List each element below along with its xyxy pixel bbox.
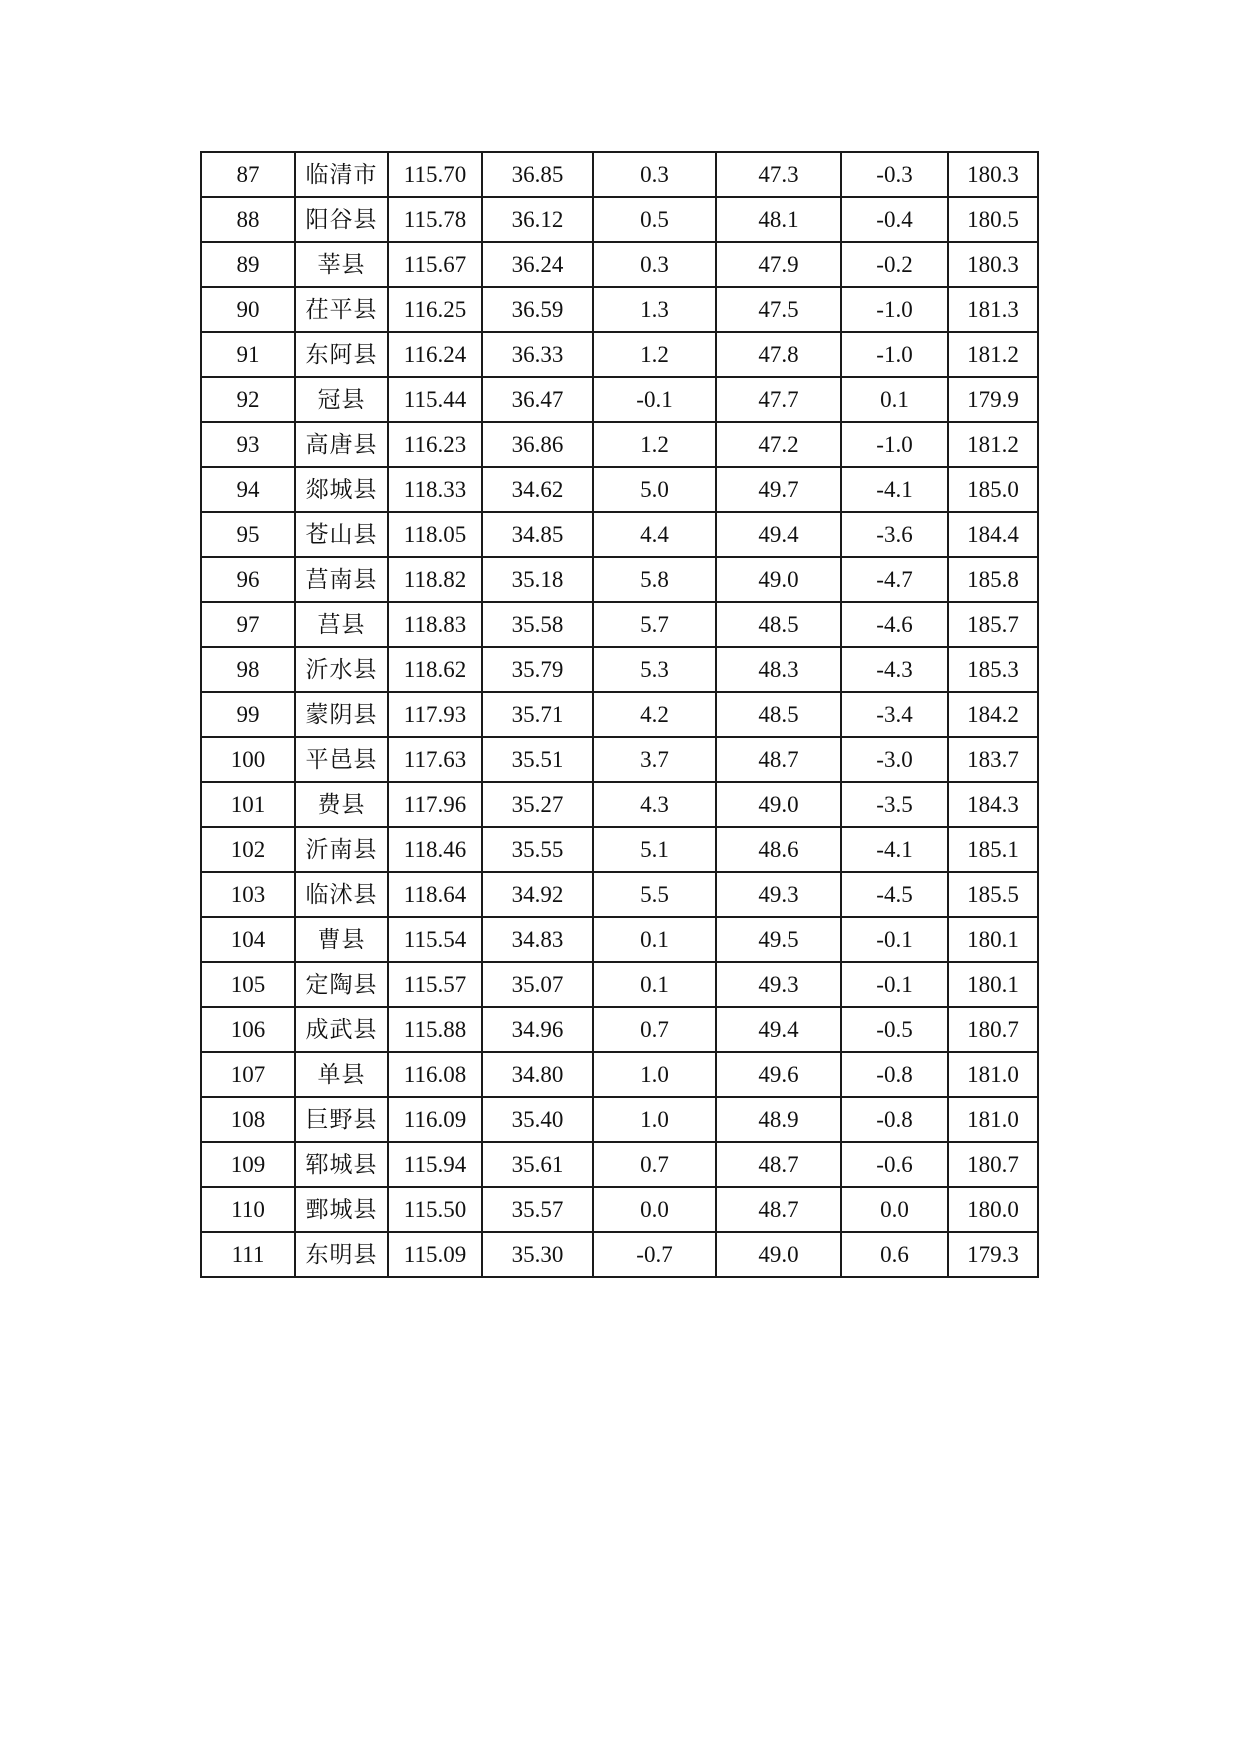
value-3-cell: -3.6 bbox=[841, 512, 948, 557]
value-1-cell: 3.7 bbox=[593, 737, 716, 782]
value-3-cell: -3.4 bbox=[841, 692, 948, 737]
county-name-cell: 沂南县 bbox=[295, 827, 388, 872]
value-1-cell: -0.7 bbox=[593, 1232, 716, 1277]
table-row bbox=[201, 602, 1038, 647]
value-2-cell: 48.5 bbox=[716, 692, 841, 737]
row-number-cell: 102 bbox=[201, 827, 295, 872]
value-4-cell: 184.2 bbox=[948, 692, 1038, 737]
value-3-cell: -0.1 bbox=[841, 962, 948, 1007]
value-4-cell: 185.0 bbox=[948, 467, 1038, 512]
table-row bbox=[201, 782, 1038, 827]
longitude-cell: 115.94 bbox=[388, 1142, 482, 1187]
longitude-cell: 117.93 bbox=[388, 692, 482, 737]
table-row bbox=[201, 512, 1038, 557]
value-4-cell: 181.3 bbox=[948, 287, 1038, 332]
latitude-cell: 35.79 bbox=[482, 647, 593, 692]
value-2-cell: 49.0 bbox=[716, 782, 841, 827]
row-number-cell: 94 bbox=[201, 467, 295, 512]
county-name-cell: 郓城县 bbox=[295, 1142, 388, 1187]
value-2-cell: 48.3 bbox=[716, 647, 841, 692]
value-1-cell: 0.1 bbox=[593, 917, 716, 962]
table-row bbox=[201, 377, 1038, 422]
table-row bbox=[201, 737, 1038, 782]
row-number-cell: 106 bbox=[201, 1007, 295, 1052]
value-4-cell: 185.7 bbox=[948, 602, 1038, 647]
value-2-cell: 49.7 bbox=[716, 467, 841, 512]
value-4-cell: 180.1 bbox=[948, 917, 1038, 962]
row-number-cell: 110 bbox=[201, 1187, 295, 1232]
table-row bbox=[201, 287, 1038, 332]
county-name-cell: 郯城县 bbox=[295, 467, 388, 512]
longitude-cell: 116.23 bbox=[388, 422, 482, 467]
latitude-cell: 35.30 bbox=[482, 1232, 593, 1277]
value-2-cell: 48.7 bbox=[716, 1187, 841, 1232]
latitude-cell: 35.18 bbox=[482, 557, 593, 602]
value-2-cell: 49.4 bbox=[716, 512, 841, 557]
row-number-cell: 109 bbox=[201, 1142, 295, 1187]
county-name-cell: 临清市 bbox=[295, 152, 388, 197]
value-3-cell: -0.4 bbox=[841, 197, 948, 242]
longitude-cell: 115.78 bbox=[388, 197, 482, 242]
longitude-cell: 117.63 bbox=[388, 737, 482, 782]
value-1-cell: 5.8 bbox=[593, 557, 716, 602]
latitude-cell: 35.61 bbox=[482, 1142, 593, 1187]
latitude-cell: 35.07 bbox=[482, 962, 593, 1007]
county-name-cell: 临沭县 bbox=[295, 872, 388, 917]
table-row bbox=[201, 1007, 1038, 1052]
value-1-cell: 1.3 bbox=[593, 287, 716, 332]
latitude-cell: 36.24 bbox=[482, 242, 593, 287]
value-3-cell: -0.6 bbox=[841, 1142, 948, 1187]
table-row bbox=[201, 152, 1038, 197]
value-1-cell: 5.3 bbox=[593, 647, 716, 692]
row-number-cell: 107 bbox=[201, 1052, 295, 1097]
value-1-cell: 1.2 bbox=[593, 332, 716, 377]
longitude-cell: 115.44 bbox=[388, 377, 482, 422]
value-2-cell: 49.6 bbox=[716, 1052, 841, 1097]
row-number-cell: 97 bbox=[201, 602, 295, 647]
latitude-cell: 35.55 bbox=[482, 827, 593, 872]
table-row bbox=[201, 557, 1038, 602]
county-name-cell: 鄄城县 bbox=[295, 1187, 388, 1232]
longitude-cell: 118.62 bbox=[388, 647, 482, 692]
value-3-cell: -4.1 bbox=[841, 827, 948, 872]
value-1-cell: 5.7 bbox=[593, 602, 716, 647]
value-2-cell: 49.0 bbox=[716, 557, 841, 602]
latitude-cell: 35.57 bbox=[482, 1187, 593, 1232]
value-1-cell: 0.7 bbox=[593, 1142, 716, 1187]
longitude-cell: 115.54 bbox=[388, 917, 482, 962]
longitude-cell: 115.70 bbox=[388, 152, 482, 197]
value-2-cell: 48.9 bbox=[716, 1097, 841, 1142]
value-4-cell: 185.8 bbox=[948, 557, 1038, 602]
county-name-cell: 阳谷县 bbox=[295, 197, 388, 242]
table-row bbox=[201, 1052, 1038, 1097]
value-2-cell: 47.3 bbox=[716, 152, 841, 197]
table-row bbox=[201, 692, 1038, 737]
table-row bbox=[201, 1232, 1038, 1277]
value-3-cell: -4.5 bbox=[841, 872, 948, 917]
table-row bbox=[201, 422, 1038, 467]
county-name-cell: 苍山县 bbox=[295, 512, 388, 557]
value-3-cell: -0.5 bbox=[841, 1007, 948, 1052]
county-name-cell: 费县 bbox=[295, 782, 388, 827]
longitude-cell: 118.33 bbox=[388, 467, 482, 512]
table-row bbox=[201, 872, 1038, 917]
value-4-cell: 181.2 bbox=[948, 422, 1038, 467]
county-name-cell: 沂水县 bbox=[295, 647, 388, 692]
value-1-cell: 5.1 bbox=[593, 827, 716, 872]
table-row bbox=[201, 1187, 1038, 1232]
value-3-cell: -3.0 bbox=[841, 737, 948, 782]
value-1-cell: 0.1 bbox=[593, 962, 716, 1007]
latitude-cell: 36.86 bbox=[482, 422, 593, 467]
row-number-cell: 98 bbox=[201, 647, 295, 692]
table-row bbox=[201, 1097, 1038, 1142]
table-row bbox=[201, 962, 1038, 1007]
longitude-cell: 118.46 bbox=[388, 827, 482, 872]
value-2-cell: 49.0 bbox=[716, 1232, 841, 1277]
row-number-cell: 96 bbox=[201, 557, 295, 602]
longitude-cell: 118.05 bbox=[388, 512, 482, 557]
row-number-cell: 101 bbox=[201, 782, 295, 827]
county-name-cell: 定陶县 bbox=[295, 962, 388, 1007]
longitude-cell: 118.64 bbox=[388, 872, 482, 917]
value-3-cell: -3.5 bbox=[841, 782, 948, 827]
latitude-cell: 34.62 bbox=[482, 467, 593, 512]
row-number-cell: 105 bbox=[201, 962, 295, 1007]
county-name-cell: 巨野县 bbox=[295, 1097, 388, 1142]
longitude-cell: 115.88 bbox=[388, 1007, 482, 1052]
longitude-cell: 116.24 bbox=[388, 332, 482, 377]
value-1-cell: 1.0 bbox=[593, 1052, 716, 1097]
latitude-cell: 35.51 bbox=[482, 737, 593, 782]
county-name-cell: 蒙阴县 bbox=[295, 692, 388, 737]
value-3-cell: -0.3 bbox=[841, 152, 948, 197]
value-2-cell: 49.5 bbox=[716, 917, 841, 962]
value-1-cell: 0.0 bbox=[593, 1187, 716, 1232]
value-1-cell: 4.4 bbox=[593, 512, 716, 557]
value-2-cell: 47.9 bbox=[716, 242, 841, 287]
value-1-cell: 4.3 bbox=[593, 782, 716, 827]
longitude-cell: 115.67 bbox=[388, 242, 482, 287]
latitude-cell: 35.58 bbox=[482, 602, 593, 647]
latitude-cell: 34.80 bbox=[482, 1052, 593, 1097]
value-4-cell: 181.0 bbox=[948, 1097, 1038, 1142]
county-name-cell: 成武县 bbox=[295, 1007, 388, 1052]
longitude-cell: 116.08 bbox=[388, 1052, 482, 1097]
table-row bbox=[201, 467, 1038, 512]
row-number-cell: 104 bbox=[201, 917, 295, 962]
value-3-cell: -0.8 bbox=[841, 1052, 948, 1097]
latitude-cell: 34.96 bbox=[482, 1007, 593, 1052]
value-2-cell: 47.5 bbox=[716, 287, 841, 332]
county-name-cell: 莘县 bbox=[295, 242, 388, 287]
row-number-cell: 100 bbox=[201, 737, 295, 782]
latitude-cell: 36.85 bbox=[482, 152, 593, 197]
county-data-table bbox=[200, 151, 1039, 1278]
value-4-cell: 184.4 bbox=[948, 512, 1038, 557]
longitude-cell: 115.09 bbox=[388, 1232, 482, 1277]
value-4-cell: 180.3 bbox=[948, 242, 1038, 287]
value-3-cell: -4.6 bbox=[841, 602, 948, 647]
value-4-cell: 180.0 bbox=[948, 1187, 1038, 1232]
latitude-cell: 35.27 bbox=[482, 782, 593, 827]
row-number-cell: 89 bbox=[201, 242, 295, 287]
value-3-cell: -1.0 bbox=[841, 422, 948, 467]
value-2-cell: 47.7 bbox=[716, 377, 841, 422]
value-3-cell: -0.1 bbox=[841, 917, 948, 962]
value-1-cell: -0.1 bbox=[593, 377, 716, 422]
value-2-cell: 49.3 bbox=[716, 872, 841, 917]
county-name-cell: 莒县 bbox=[295, 602, 388, 647]
row-number-cell: 111 bbox=[201, 1232, 295, 1277]
value-4-cell: 180.5 bbox=[948, 197, 1038, 242]
row-number-cell: 88 bbox=[201, 197, 295, 242]
row-number-cell: 108 bbox=[201, 1097, 295, 1142]
value-2-cell: 48.7 bbox=[716, 737, 841, 782]
county-name-cell: 单县 bbox=[295, 1052, 388, 1097]
value-1-cell: 0.7 bbox=[593, 1007, 716, 1052]
longitude-cell: 117.96 bbox=[388, 782, 482, 827]
value-1-cell: 1.0 bbox=[593, 1097, 716, 1142]
value-3-cell: -1.0 bbox=[841, 287, 948, 332]
value-3-cell: -4.3 bbox=[841, 647, 948, 692]
row-number-cell: 87 bbox=[201, 152, 295, 197]
value-4-cell: 180.1 bbox=[948, 962, 1038, 1007]
latitude-cell: 35.40 bbox=[482, 1097, 593, 1142]
value-1-cell: 0.3 bbox=[593, 242, 716, 287]
value-4-cell: 183.7 bbox=[948, 737, 1038, 782]
value-2-cell: 48.6 bbox=[716, 827, 841, 872]
longitude-cell: 118.83 bbox=[388, 602, 482, 647]
row-number-cell: 93 bbox=[201, 422, 295, 467]
county-name-cell: 茌平县 bbox=[295, 287, 388, 332]
table-row bbox=[201, 242, 1038, 287]
value-1-cell: 5.5 bbox=[593, 872, 716, 917]
latitude-cell: 36.12 bbox=[482, 197, 593, 242]
table-row bbox=[201, 647, 1038, 692]
value-2-cell: 49.3 bbox=[716, 962, 841, 1007]
latitude-cell: 34.92 bbox=[482, 872, 593, 917]
value-1-cell: 0.3 bbox=[593, 152, 716, 197]
table-row bbox=[201, 917, 1038, 962]
longitude-cell: 116.25 bbox=[388, 287, 482, 332]
value-2-cell: 47.2 bbox=[716, 422, 841, 467]
value-3-cell: -4.7 bbox=[841, 557, 948, 602]
value-1-cell: 0.5 bbox=[593, 197, 716, 242]
row-number-cell: 90 bbox=[201, 287, 295, 332]
value-3-cell: 0.6 bbox=[841, 1232, 948, 1277]
value-2-cell: 49.4 bbox=[716, 1007, 841, 1052]
value-1-cell: 4.2 bbox=[593, 692, 716, 737]
row-number-cell: 95 bbox=[201, 512, 295, 557]
county-name-cell: 冠县 bbox=[295, 377, 388, 422]
row-number-cell: 92 bbox=[201, 377, 295, 422]
value-3-cell: -4.1 bbox=[841, 467, 948, 512]
value-4-cell: 181.2 bbox=[948, 332, 1038, 377]
latitude-cell: 36.59 bbox=[482, 287, 593, 332]
value-2-cell: 48.1 bbox=[716, 197, 841, 242]
table-row bbox=[201, 1142, 1038, 1187]
latitude-cell: 36.33 bbox=[482, 332, 593, 377]
value-1-cell: 1.2 bbox=[593, 422, 716, 467]
longitude-cell: 115.57 bbox=[388, 962, 482, 1007]
longitude-cell: 115.50 bbox=[388, 1187, 482, 1232]
row-number-cell: 99 bbox=[201, 692, 295, 737]
longitude-cell: 118.82 bbox=[388, 557, 482, 602]
value-3-cell: 0.1 bbox=[841, 377, 948, 422]
value-4-cell: 179.9 bbox=[948, 377, 1038, 422]
value-3-cell: -0.8 bbox=[841, 1097, 948, 1142]
latitude-cell: 35.71 bbox=[482, 692, 593, 737]
table-row bbox=[201, 827, 1038, 872]
value-1-cell: 5.0 bbox=[593, 467, 716, 512]
value-4-cell: 181.0 bbox=[948, 1052, 1038, 1097]
value-3-cell: -0.2 bbox=[841, 242, 948, 287]
value-4-cell: 179.3 bbox=[948, 1232, 1038, 1277]
value-4-cell: 184.3 bbox=[948, 782, 1038, 827]
table-body bbox=[201, 152, 1038, 1277]
table-row bbox=[201, 197, 1038, 242]
row-number-cell: 91 bbox=[201, 332, 295, 377]
county-name-cell: 东阿县 bbox=[295, 332, 388, 377]
value-4-cell: 185.3 bbox=[948, 647, 1038, 692]
value-4-cell: 180.7 bbox=[948, 1142, 1038, 1187]
longitude-cell: 116.09 bbox=[388, 1097, 482, 1142]
row-number-cell: 103 bbox=[201, 872, 295, 917]
value-4-cell: 185.5 bbox=[948, 872, 1038, 917]
value-3-cell: -1.0 bbox=[841, 332, 948, 377]
latitude-cell: 36.47 bbox=[482, 377, 593, 422]
county-name-cell: 曹县 bbox=[295, 917, 388, 962]
value-2-cell: 48.7 bbox=[716, 1142, 841, 1187]
latitude-cell: 34.83 bbox=[482, 917, 593, 962]
value-2-cell: 48.5 bbox=[716, 602, 841, 647]
county-name-cell: 东明县 bbox=[295, 1232, 388, 1277]
value-3-cell: 0.0 bbox=[841, 1187, 948, 1232]
county-name-cell: 高唐县 bbox=[295, 422, 388, 467]
value-2-cell: 47.8 bbox=[716, 332, 841, 377]
county-name-cell: 平邑县 bbox=[295, 737, 388, 782]
latitude-cell: 34.85 bbox=[482, 512, 593, 557]
value-4-cell: 180.7 bbox=[948, 1007, 1038, 1052]
table-row bbox=[201, 332, 1038, 377]
county-name-cell: 莒南县 bbox=[295, 557, 388, 602]
value-4-cell: 180.3 bbox=[948, 152, 1038, 197]
value-4-cell: 185.1 bbox=[948, 827, 1038, 872]
